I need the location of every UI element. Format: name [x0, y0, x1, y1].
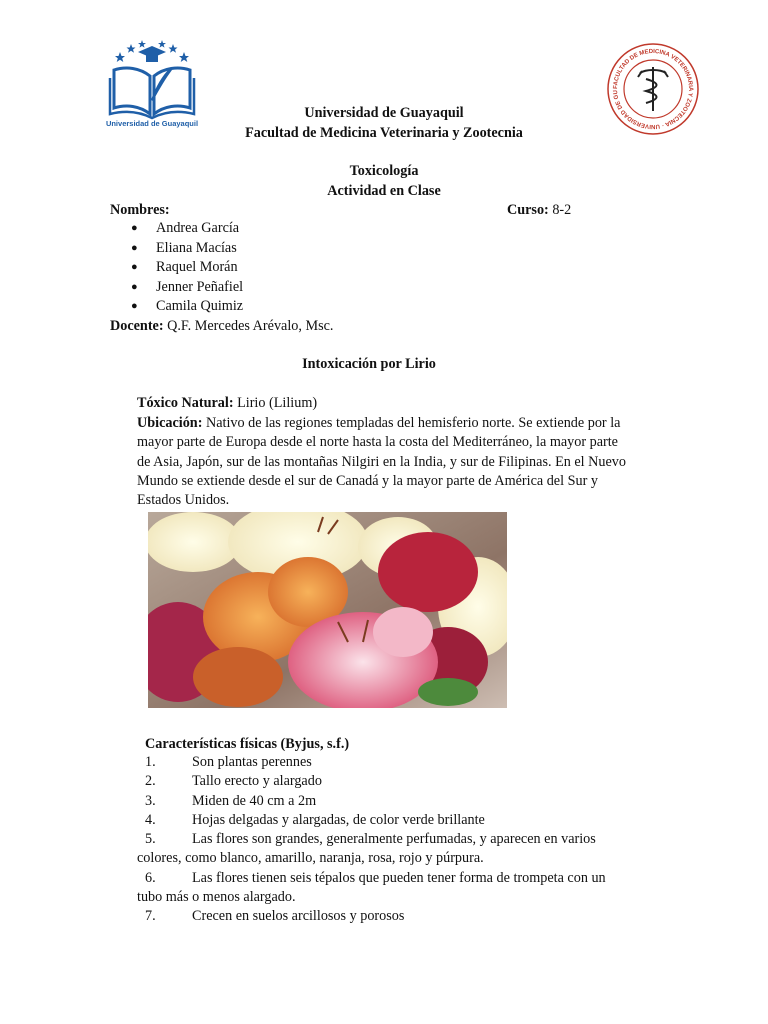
location-line-5: Estados Unidos.: [137, 492, 230, 508]
list-item: ● Raquel Morán: [131, 259, 238, 276]
list-item-continuation: colores, como blanco, amarillo, naranja, rosa, rojo y púrpura.: [137, 850, 484, 866]
course-label: Curso:: [507, 202, 549, 218]
location-line-3: de Asia, Japón, sur de las montañas Nilgiri en la India, y sur de Filipinas. En el Nuevo: [137, 454, 626, 470]
course: [507, 201, 571, 221]
location-label: Ubicación:: [137, 415, 203, 431]
list-item: 6. Las flores tienen seis tépalos que pueden tener forma de trompeta con un: [145, 870, 606, 886]
location-line-2: mayor parte de Europa desde el norte hasta la costa del Mediterráneo, la mayor parte: [137, 434, 618, 450]
location-line-4: Mundo se extiende desde el sur de Canadá y la mayor parte de América del Sur y: [137, 473, 598, 489]
list-item-continuation: tubo más o menos alargado.: [137, 889, 296, 905]
teacher-value: Q.F. Mercedes Arévalo, Msc.: [163, 318, 334, 334]
section-title: Intoxicación por Lirio: [302, 356, 436, 372]
teacher: [110, 317, 333, 337]
toxic-line: [137, 394, 317, 414]
characteristics-title: Características físicas (Byjus, s.f.): [145, 736, 350, 752]
list-item: ● Jenner Peñafiel: [131, 278, 244, 295]
faculty-title: Facultad de Medicina Veterinaria y Zootecnia: [245, 125, 523, 141]
list-item: 5. Las flores son grandes, generalmente perfumadas, y aparecen en varios: [145, 831, 596, 847]
svg-text:FACULTAD DE MEDICINA VETERINAR: FACULTAD DE MEDICINA VETERINARIA Y ZOOTECNIA · UNIVERSIDAD DE GU: [612, 48, 694, 130]
toxic-value: Lirio (Lilium): [233, 395, 318, 411]
toxic-label: Tóxico Natural:: [137, 395, 234, 411]
logo-caption: Universidad de Guayaquil: [105, 119, 199, 128]
list-item: 2. Tallo erecto y alargado: [145, 773, 322, 789]
university-title: Universidad de Guayaquil: [304, 105, 464, 121]
list-item: 7. Crecen en suelos arcillosos y porosos: [145, 908, 405, 924]
location-line-1: Ubicación: Nativo de las regiones templadas del hemisferio norte. Se extiende por la: [137, 415, 621, 431]
list-item: 4. Hojas delgadas y alargadas, de color verde brillante: [145, 812, 485, 828]
student-list: [131, 219, 243, 317]
list-item: ● Andrea García: [131, 220, 240, 236]
course-value: 8-2: [548, 202, 572, 218]
list-item: 1. Son plantas perennes: [145, 754, 312, 770]
names-label: Nombres:: [110, 202, 170, 218]
list-item: ● Eliana Macías: [131, 239, 237, 256]
teacher-label: Docente:: [110, 318, 164, 334]
list-item: ● Camila Quimiz: [131, 298, 244, 315]
list-item: 3. Miden de 40 cm a 2m: [145, 793, 317, 809]
activity-title: Actividad en Clase: [327, 183, 441, 199]
subject-title: Toxicología: [349, 163, 419, 179]
lily-flowers-photo: [148, 512, 507, 708]
